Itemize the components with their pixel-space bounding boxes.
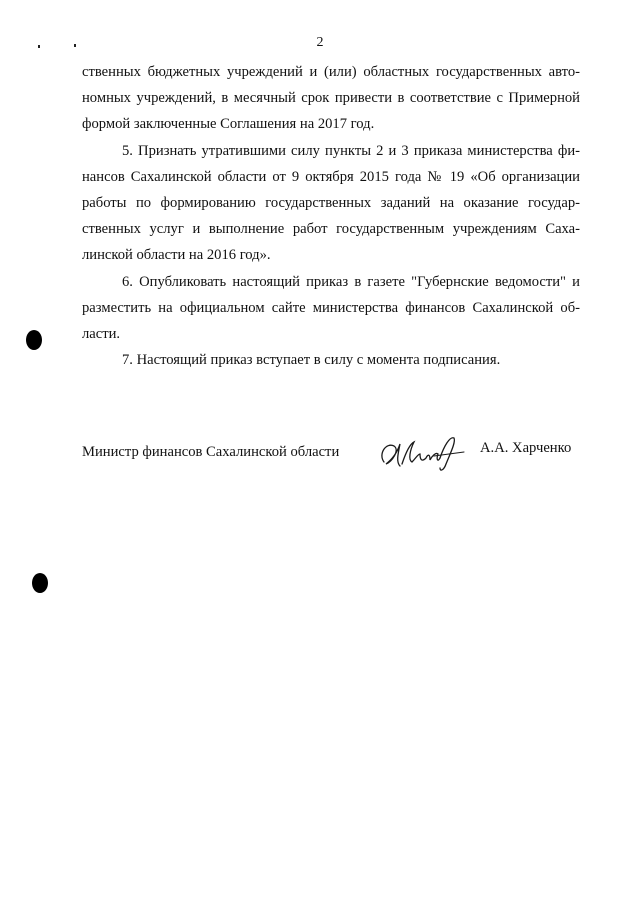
text-line: ственных услуг и выполнение работ государственным учреждениям Саха- — [82, 221, 580, 238]
paragraph-item-5 — [82, 138, 580, 269]
paragraph-item-7 — [82, 347, 580, 373]
text-line: разместить на официальном сайте министерства финансов Сахалинской об- — [82, 299, 580, 316]
text-line: ласти. — [82, 326, 121, 343]
text-line: формой заключенные Соглашения на 2017 год. — [82, 116, 375, 133]
text-line: 5. Признать утратившими силу пункты 2 и 3 приказа министерства фи- — [122, 142, 580, 159]
text-line: линской области на 2016 год». — [82, 247, 271, 264]
punch-hole — [32, 573, 48, 593]
paragraph-item-6 — [82, 269, 580, 348]
text-line: номных учреждений, в месячный срок привести в соответствие с Примерной — [82, 90, 580, 107]
handwritten-signature — [374, 432, 466, 474]
signer-title: Министр финансов Сахалинской области — [82, 444, 340, 460]
page-number: 2 — [316, 35, 324, 50]
signature-block — [82, 436, 582, 476]
punch-hole — [26, 330, 42, 350]
document-body — [82, 59, 580, 373]
text-line: 6. Опубликовать настоящий приказ в газете "Губернские ведомости" и — [122, 273, 580, 290]
paragraph-continuation — [82, 59, 580, 138]
text-line: ственных бюджетных учреждений и (или) областных государственных авто- — [82, 64, 580, 80]
text-line: работы по формированию государственных заданий на оказание государ- — [82, 195, 580, 212]
text-line: 7. Настоящий приказ вступает в силу с момента подписания. — [122, 352, 501, 369]
signer-name: А.А. Харченко — [480, 440, 572, 456]
text-line: нансов Сахалинской области от 9 октября 2015 года № 19 «Об организации — [82, 168, 580, 185]
